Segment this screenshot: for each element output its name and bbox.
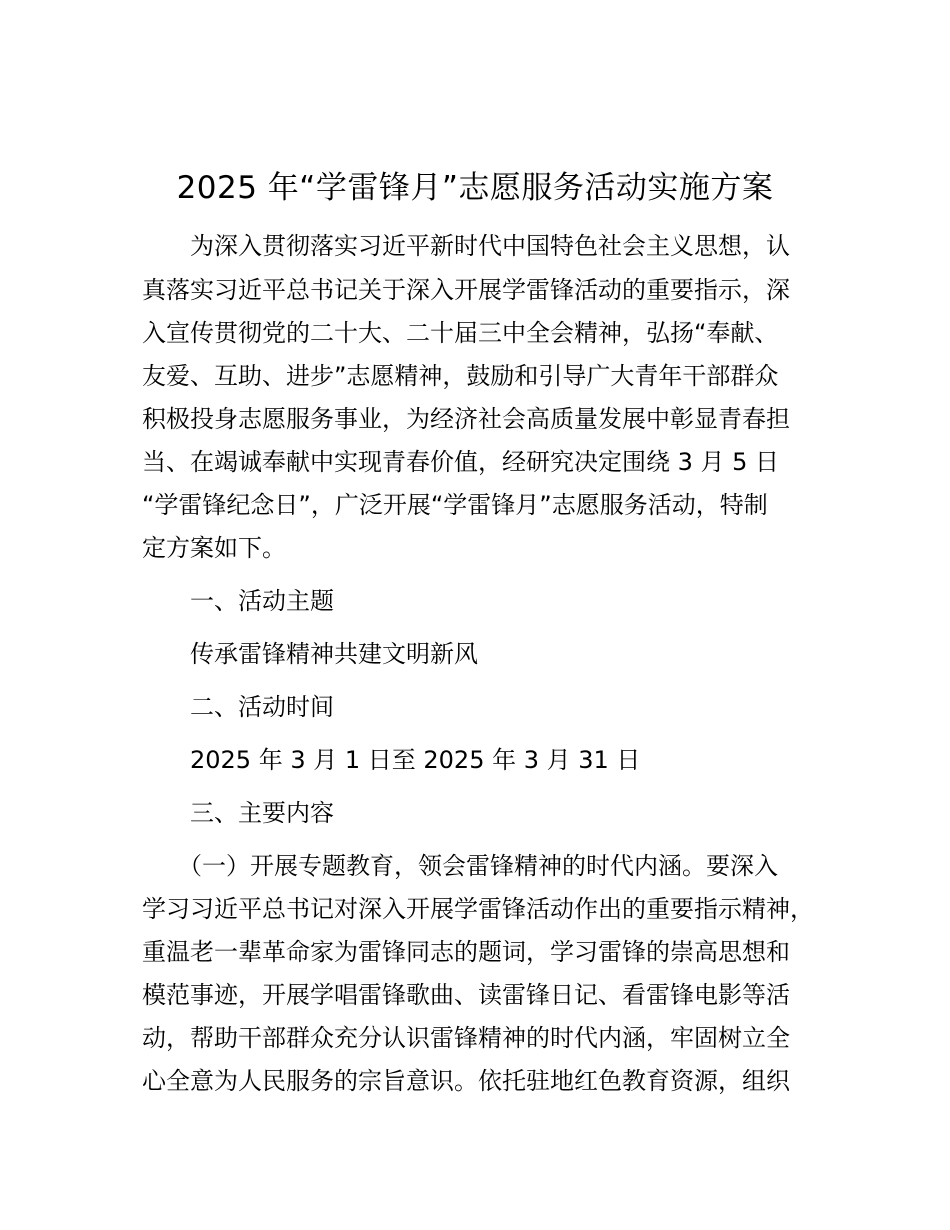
section-3-line-2: 学习习近平总书记对深入开展学雷锋活动作出的重要指示精神， xyxy=(142,895,814,923)
section-2-heading: 二、活动时间 xyxy=(190,693,334,721)
intro-line-6: 当、在竭诚奉献中实现青春价值，经研究决定围绕 3 月 5 日 xyxy=(142,448,780,476)
section-3-line-5: 动，帮助干部群众充分认识雷锋精神的时代内涵，牢固树立全 xyxy=(142,1024,790,1052)
section-3-line-3: 重温老一辈革命家为雷锋同志的题词，学习雷锋的崇高思想和 xyxy=(142,938,790,966)
section-1-heading: 一、活动主题 xyxy=(190,587,334,615)
section-1-body: 传承雷锋精神共建文明新风 xyxy=(190,640,478,668)
section-2-body: 2025 年 3 月 1 日至 2025 年 3 月 31 日 xyxy=(190,746,641,774)
document-title: 2025 年“学雷锋月”志愿服务活动实施方案 xyxy=(176,170,774,206)
intro-line-8: 定方案如下。 xyxy=(142,534,286,562)
intro-line-7: “学雷锋纪念日”，广泛开展“学雷锋月”志愿服务活动，特制 xyxy=(142,491,768,519)
section-3-line-1: （一）开展专题教育，领会雷锋精神的时代内涵。要深入 xyxy=(178,852,778,880)
intro-line-3: 入宣传贯彻党的二十大、二十届三中全会精神，弘扬“奉献、 xyxy=(142,319,779,347)
section-3-heading: 三、主要内容 xyxy=(190,799,334,827)
section-3-line-6: 心全意为人民服务的宗旨意识。依托驻地红色教育资源，组织 xyxy=(142,1067,790,1095)
intro-line-1: 为深入贯彻落实习近平新时代中国特色社会主义思想，认 xyxy=(190,232,790,260)
intro-line-4: 友爱、互助、进步”志愿精神，鼓励和引导广大青年干部群众 xyxy=(142,362,779,390)
intro-line-5: 积极投身志愿服务事业，为经济社会高质量发展中彰显青春担 xyxy=(142,405,790,433)
section-3-line-4: 模范事迹，开展学唱雷锋歌曲、读雷锋日记、看雷锋电影等活 xyxy=(142,981,790,1009)
intro-line-2: 真落实习近平总书记关于深入开展学雷锋活动的重要指示，深 xyxy=(142,276,790,304)
